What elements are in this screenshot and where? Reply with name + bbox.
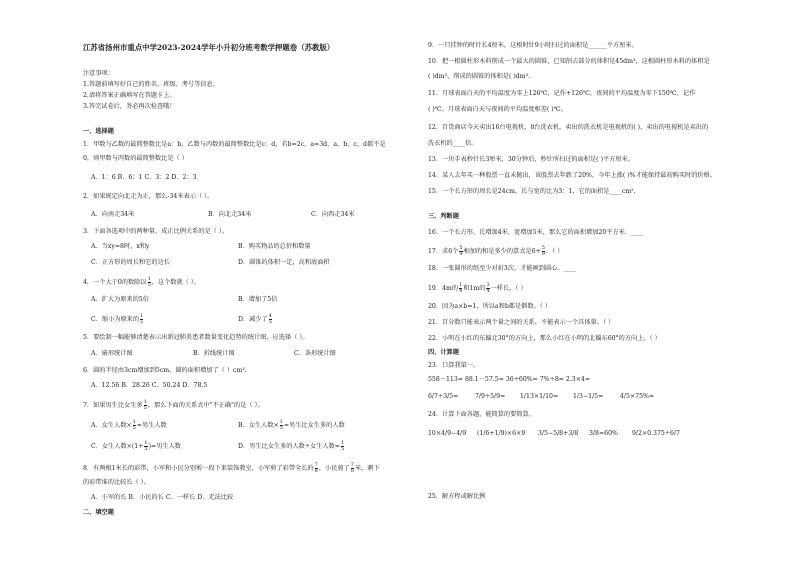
- section-judge: 三、判断题: [428, 213, 459, 220]
- question-11a: 11．月球表面白天的平均温度为零上126℃，记作+126℃，夜间的平均温度为零下150℃，记作: [428, 90, 696, 97]
- question-7: 7．如果男生比女生多 $\frac{1}{5}$ ，那么下面的关系式中"不正确"的是（ ）。: [83, 399, 264, 411]
- q23-item-1: 6/7÷3/5=: [428, 393, 459, 400]
- q24-item-4: 3/8=60%: [589, 430, 618, 437]
- question-15: 15．一个长方形的周长是24cm，长与宽的比为3：1，它的面积是____cm².: [428, 188, 636, 195]
- question-3: 3．下面各选项中的两种量，成正比例关系的是（ ）。: [83, 228, 229, 235]
- question-9: 9．一只挂钟的时针长4厘米，这根时针9小时扫过的面积是______平方厘米。: [428, 42, 638, 49]
- q4-fraction: $\frac{1}{5}$: [147, 276, 151, 288]
- paper-title: 江苏省扬州市重点中学2023-2024学年小升初分班考数学押题卷（苏教版）: [83, 43, 335, 52]
- q5-option-c: C．条形统计图: [294, 350, 336, 357]
- question-25: 25．解方程或解比例: [428, 493, 486, 500]
- q4-text: 4．一个大于0的数除以: [83, 279, 147, 286]
- q4-option-b: B．增加了5倍: [238, 296, 278, 303]
- q23-item-3: 1/13×1/10=: [520, 393, 559, 400]
- q4-option-d: D．减少了 $\frac{4}{5}$: [238, 313, 272, 325]
- question-12a: 12．百货商店今天卖出16台电视机，8台洗衣机，卖出的洗衣机是电视机的( )，卖出的电视机是卖出的: [428, 124, 709, 131]
- question-1-options: A．1：6 B．6：1 C．3：2 D．2：3: [91, 174, 197, 181]
- q24-item-1: 10×4/9−4/9: [428, 430, 467, 437]
- q7-option-b: B．女生人数× $\frac{1}{5}$ =男生比女生多的人数: [238, 419, 345, 431]
- q3-option-c: C．正方形的周长和它的边长: [91, 259, 170, 266]
- question-12b: 洗衣机的____倍。: [428, 140, 478, 147]
- question-10b: ( )dm³，削成的圆锥的体积是( )dm³.: [428, 73, 531, 80]
- q4-option-c: C．缩小为原来的 $\frac{1}{5}$: [91, 313, 144, 325]
- notice-1: 1.答题前填写好自己的姓名、班级、考号等信息。: [83, 81, 219, 88]
- question-11b: ( )℃。月球表面白天与夜间的平均温度相差( )℃。: [428, 106, 567, 113]
- q3-option-a: A．当xy=8时，x和y: [91, 243, 150, 250]
- question-21: 21．百分数只能表示两个量之间的关系，不能表示一个具体量。（ ）: [428, 319, 615, 326]
- question-8-options: A．小军的长 B．小民的长 C．一样长 D．无法比较: [91, 494, 234, 501]
- question-6-options: A．12.56 B．28.26 C．50.24 D．78.5: [91, 382, 208, 389]
- question-20: 20．因为a×b=1，所以a和b都是倒数。（ ）: [428, 303, 551, 310]
- q2-option-b: B．向北走34米: [208, 211, 252, 218]
- question-13: 13．一块手表秒针长3厘米，30分钟后，秒针所扫过的面积是( )平方厘米。: [428, 156, 634, 163]
- question-8: 8．有两根1米长的彩带，小军和小民分别剪一段下来装饰教室，小军剪了彩带全长的 $\frac{7}{8}$ ，小民剪了 $\frac{7}{8}$ 米，剩下: [83, 462, 380, 474]
- q4-tail: ，这个数就（ ）。: [151, 279, 201, 286]
- q2-option-c: C．向西走34米: [311, 211, 355, 218]
- question-1b: 0，则甲数与丙数的最简整数比是（ ）: [83, 155, 188, 162]
- q3-option-d: D．圆锥的体积一定，高和底面积: [238, 259, 330, 266]
- q5-option-b: B．折线统计图: [193, 350, 235, 357]
- q4-option-a: A．扩大为原来的5倍: [91, 296, 149, 303]
- question-23: 23．口算我第一。: [428, 362, 480, 369]
- question-19: 19．4m的 $\frac{1}{4}$ 和1m的 $\frac{3}{4}$ 一样长。（ ）: [428, 282, 527, 294]
- q23-row-1: 558－113= 88.1－57.5= 36÷60%= 7%÷8= 2.3×4=: [428, 376, 591, 383]
- q23-item-4: 1/3−1/5=: [573, 393, 604, 400]
- section-fill: 二、填空题: [83, 509, 114, 516]
- question-18: 18．一张圆形的纸至少对折3次，才能画到圆心。____: [428, 265, 576, 272]
- q7-option-c: C．女生人数×(1+ $\frac{1}{5}$ )=男生人数: [91, 440, 181, 452]
- question-1a: 1．甲数与乙数的最简整数比是a：b，乙数与丙数的最简整数比是c：d，若b=2c，a=3d，a、b、c、d都不是: [83, 141, 386, 148]
- question-4: [83, 277, 200, 288]
- notice-3: 3.答完试卷后，务必再次检查哦！: [83, 103, 176, 110]
- section-choice: 一、选择题: [83, 128, 114, 135]
- question-5: 5．要绘制一幅能够清楚表示出新冠肺炎患者数量变化趋势的统计图，应选择（ ）。: [83, 334, 309, 341]
- q23-item-2: 7/9÷5/9=: [475, 393, 506, 400]
- q7-option-a: A．女生人数× $\frac{1}{5}$ =男生人数: [91, 419, 167, 431]
- q7-option-d: D．男生比女生多的人数÷女生人数= $\frac{1}{5}$: [238, 440, 345, 452]
- question-14: 14．某人去年买一种股票一直未抛出，该股票去年跌了20%，今年上涨( )%才能保持最初购买时的价格。: [428, 172, 716, 179]
- q3-option-b: B．购买物品的总价和数量: [238, 243, 311, 250]
- notice-title: 注意事项：: [83, 70, 114, 77]
- question-8b: 的彩带谁的比较长（ ）。: [83, 479, 150, 486]
- question-6: 6．圆的半径由3cm增加到5cm，圆的面积增加了（ ）cm².: [83, 367, 247, 374]
- q2-option-a: A．向南走34米: [91, 211, 135, 218]
- question-10a: 10．把一根圆柱形木料削成一个最大的圆锥，已知削去部分的体积是45dm³，这根圆柱形木料的体积是: [428, 58, 710, 65]
- question-22: 22．小明在小红的东偏北30°的方向上，那么小红在小明的北偏东60°的方向上。（ ）: [428, 335, 661, 342]
- question-24: 24．计算下面各题，能简算的要简算。: [428, 411, 535, 418]
- section-calc: 四、计算题: [428, 349, 459, 356]
- question-17: 17．求6个 $\frac{5}{9}$ 相加的和是多少的算式是6+ $\frac{5}{9}$ ．（ ）: [428, 245, 564, 257]
- q24-item-5: 9/2×0.375÷6/7: [632, 430, 680, 437]
- question-2: 2．如果规定向北走为正，那么-34米表示（ ）。: [83, 193, 214, 200]
- q24-item-2: (1/6+1/9)×6×9: [477, 430, 526, 437]
- notice-2: 2.请将答案正确填写在答题卡上。: [83, 92, 176, 99]
- question-16: 16．一个长方形，长增加4米，宽增加5米，那么它的面积增加20平方米．____: [428, 229, 644, 236]
- q23-item-5: 4/5×75%=: [620, 393, 655, 400]
- q24-item-3: 3/5−5/8+3/8: [538, 430, 579, 437]
- q5-option-a: A．扇形统计图: [91, 350, 133, 357]
